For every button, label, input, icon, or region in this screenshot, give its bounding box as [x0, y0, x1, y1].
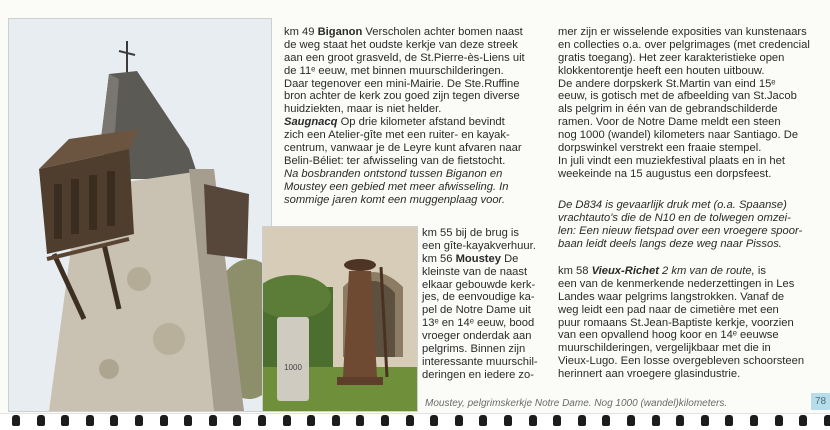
text-line: [558, 155, 810, 168]
binding-ring: [307, 415, 315, 426]
text-line: [284, 78, 525, 91]
text-run: len: Een nieuw fietspad over een vroegere spoor-: [558, 224, 803, 237]
text-line: [558, 39, 810, 52]
text-run: Moustey: [455, 252, 501, 265]
binding-ring: [184, 415, 192, 426]
text-run: puur romaans St.Jean-Baptiste kerkje, voorzien: [558, 316, 794, 329]
binding-ring: [627, 415, 635, 426]
text-run: gratis toegang). Het zeer karakteristieke open: [558, 51, 785, 64]
text-line: [558, 103, 810, 116]
text-column-moustey-continued: [558, 26, 810, 181]
text-run: huidziekten, maar is niet helder.: [284, 103, 442, 116]
text-run: De: [500, 252, 519, 265]
text-note-d834: [558, 199, 802, 251]
text-run: is: [754, 265, 766, 277]
text-line: [558, 368, 804, 381]
text-run: bron achter de kerk zou goed zijn tegen diverse: [284, 90, 520, 103]
text-column-moustey: [422, 227, 538, 382]
binding-ring: [406, 415, 414, 426]
text-line: [558, 26, 810, 39]
text-run: 2 km van de route,: [658, 265, 755, 277]
text-run: herinnert aan vroegere glasindustrie.: [558, 368, 741, 381]
text-run: km 49: [284, 26, 318, 38]
text-line: [284, 194, 525, 207]
text-line: [422, 369, 538, 382]
text-line: [558, 291, 804, 304]
text-line: [558, 129, 810, 142]
binding-ring: [258, 415, 266, 426]
binding-ring: [725, 415, 733, 426]
binding-ring: [37, 415, 45, 426]
text-run: km 55 bij de brug is: [422, 227, 520, 239]
text-run: Landes waar pelgrims langstrokken. Vanaf de: [558, 290, 785, 303]
binding-ring: [553, 415, 561, 426]
binding-ring: [775, 415, 783, 426]
text-run: aan een groot grasveld, de St.Pierre-ès-Liens uit: [284, 51, 525, 64]
text-line: [558, 168, 810, 181]
text-line: [284, 65, 525, 78]
text-run: baan leidt deels langs deze weg naar Pissos.: [558, 237, 782, 250]
text-run: deringen en iedere zo-: [422, 368, 534, 381]
text-run: interessante muurschil-: [422, 355, 538, 368]
binding-ring: [209, 415, 217, 426]
text-line: [558, 329, 804, 342]
photo-pilgrim-statue: [262, 226, 418, 412]
text-line: [558, 317, 804, 330]
binding-ring: [701, 415, 709, 426]
text-run: klokkentorentje heeft een houten uitbouw.: [558, 64, 765, 77]
text-run: Biganon: [317, 26, 363, 38]
text-run: Vieux-Lugo. Een losse overgebleven schoorsteen: [558, 355, 805, 368]
binding-ring: [504, 415, 512, 426]
text-run: sommige jaren komt een muggenplaag voor.: [284, 193, 505, 206]
text-line: [558, 265, 804, 278]
text-run: mer zijn er wisselende exposities van kunstenaars: [558, 26, 807, 38]
text-line: [284, 103, 525, 116]
text-run: een van de kenmerkende nederzettingen in Les: [558, 277, 795, 290]
text-line: [422, 317, 538, 330]
binding-ring: [430, 415, 438, 426]
binding-ring: [86, 415, 94, 426]
text-run: km 58: [558, 265, 592, 277]
text-run: Moustey een gebied met meer afwisseling. In: [284, 180, 509, 193]
milestone-text: 1000: [284, 363, 302, 372]
text-line: [284, 26, 525, 39]
text-run: kleinste van de naast: [422, 265, 528, 278]
text-run: de weg staat het oudste kerkje van deze streek: [284, 38, 518, 51]
binding-ring: [160, 415, 168, 426]
text-line: [284, 142, 525, 155]
text-run: ramen. Voor de Notre Dame meldt een steen: [558, 116, 781, 129]
text-run: eeuw, is gotisch met de afbeelding van St.Jacob: [558, 90, 797, 103]
binding-ring: [455, 415, 463, 426]
text-run: Belin-Béliet: ter afwisseling van de fietstocht.: [284, 154, 506, 167]
text-run: In juli vindt een muziekfestival plaats en in het: [558, 154, 785, 167]
text-run: nog 1000 (wandel) kilometers naar Santiago. De: [558, 129, 799, 142]
binding-ring: [356, 415, 364, 426]
text-run: 13ᵉ en 14ᵉ eeuw, bood: [422, 317, 535, 330]
text-run: De D834 is gevaarlijk druk met (o.a. Spaanse): [558, 199, 787, 211]
text-line: [558, 225, 802, 238]
text-run: de 11ᵉ eeuw, met binnen muurschilderingen.: [284, 64, 504, 77]
text-line: [284, 116, 525, 129]
text-run: pelgrims. Binnen zijn: [422, 343, 526, 356]
text-line: [422, 266, 538, 279]
text-line: [558, 304, 804, 317]
text-run: Saugnacq: [284, 116, 338, 129]
text-line: [422, 304, 538, 317]
text-line: [284, 39, 525, 52]
text-line: [558, 238, 802, 251]
text-run: en collecties o.a. over pelgrimages (met credencial: [558, 38, 810, 51]
text-run: De andere dorpskerk St.Martin van eind 15ᵉ: [558, 77, 776, 90]
text-run: een gîte-kayakverhuur.: [422, 239, 536, 252]
binding-ring: [233, 415, 241, 426]
text-run: als pelgrim in één van de gebrandschilderde: [558, 103, 778, 116]
page-number: 78: [811, 393, 830, 410]
text-run: muurschilderingen, vergelijkbaar met die in: [558, 342, 771, 355]
binding-ring: [799, 415, 807, 426]
binding-ring: [602, 415, 610, 426]
text-line: [558, 142, 810, 155]
text-line: [558, 52, 810, 65]
binding-ring: [381, 415, 389, 426]
text-line: [284, 155, 525, 168]
text-column-vieux-richet: [558, 265, 804, 381]
text-line: [422, 356, 538, 369]
text-line: [422, 291, 538, 304]
text-run: weekeinde na 15 augustus een dorpsfeest.: [558, 167, 772, 180]
binding-ring: [824, 415, 830, 426]
text-run: jes, de eenvoudige ka-: [422, 291, 535, 304]
text-run: vrachtauto's die de N10 en de tolwegen omzei-: [558, 211, 791, 224]
binding-ring: [479, 415, 487, 426]
binding-ring: [61, 415, 69, 426]
text-line: [422, 343, 538, 356]
text-line: [284, 168, 525, 181]
text-column-biganon: [284, 26, 525, 206]
binding-ring: [652, 415, 660, 426]
text-run: Daar tegenover een mini-Mairie. De Ste.Ruffine: [284, 77, 520, 90]
text-line: [558, 65, 810, 78]
text-run: pel de Notre Dame uit: [422, 304, 531, 317]
text-line: [558, 116, 810, 129]
text-line: [284, 129, 525, 142]
text-run: centrum, vanwaar je de Leyre kunt afvaren naar: [284, 142, 522, 155]
text-line: [558, 90, 810, 103]
text-line: [422, 240, 538, 253]
text-run: zich een Atelier-gîte met een ruiter- en kayak-: [284, 129, 510, 142]
photo-caption: Moustey, pelgrimskerkje Notre Dame. Nog 1000 (wandel)kilometers.: [425, 398, 728, 409]
text-line: [558, 212, 802, 225]
binding-ring: [676, 415, 684, 426]
text-run: Vieux-Richet: [591, 265, 659, 277]
binding-ring: [332, 415, 340, 426]
text-line: [558, 278, 804, 291]
text-line: [558, 199, 802, 212]
text-line: [558, 355, 804, 368]
text-line: [422, 330, 538, 343]
text-run: dorpswinkel verstrekt een fraaie stempel.: [558, 142, 762, 155]
text-line: [558, 342, 804, 355]
text-run: Verscholen achter bomen naast: [362, 26, 523, 38]
photo-church-tower: [8, 18, 272, 412]
text-run: van een opvallend hoog koor en 14ᵉ eeuwse: [558, 329, 779, 342]
text-run: weg leidt een pad naar de cimetière met een: [558, 303, 779, 316]
text-run: Na bosbranden ontstond tussen Biganon en: [284, 167, 503, 180]
text-line: [284, 52, 525, 65]
binding-ring: [135, 415, 143, 426]
text-line: [422, 227, 538, 240]
binding-ring: [110, 415, 118, 426]
text-line: [284, 181, 525, 194]
text-line: [422, 279, 538, 292]
binding-ring: [283, 415, 291, 426]
binding-ring: [578, 415, 586, 426]
binding-ring: [750, 415, 758, 426]
text-line: [558, 78, 810, 91]
text-run: elkaar gebouwde kerk-: [422, 278, 536, 291]
binding-ring: [529, 415, 537, 426]
text-run: Op drie kilometer afstand bevindt: [337, 116, 505, 129]
text-line: [422, 253, 538, 266]
text-line: [284, 90, 525, 103]
text-run: km 56: [422, 252, 456, 265]
binding-ring: [12, 415, 20, 426]
text-run: vroeger onderdak aan: [422, 330, 532, 343]
